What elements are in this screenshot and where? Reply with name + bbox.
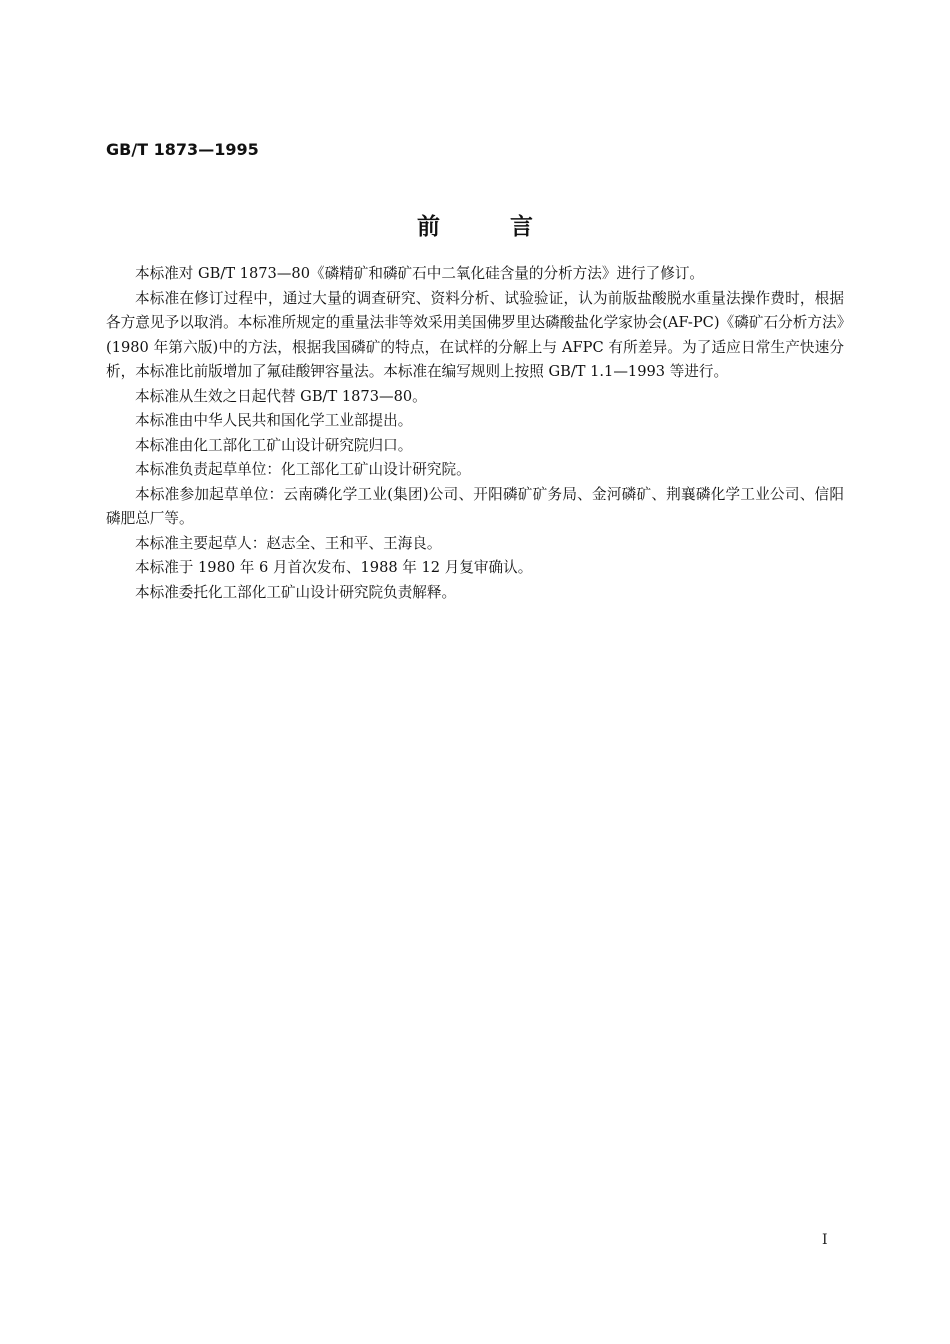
standard-code: GB/T 1873—1995 xyxy=(106,140,259,159)
paragraph-drafters: 本标准主要起草人：赵志全、王和平、王海良。 xyxy=(135,534,442,552)
paragraph-proposed-by: 本标准由中华人民共和国化学工业部提出。 xyxy=(135,412,413,429)
paragraph-centralized-by: 本标准由化工部化工矿山设计研究院归口。 xyxy=(135,436,413,454)
title-char-2: 言 xyxy=(510,214,533,240)
paragraph-interpretation: 本标准委托化工部化工矿山设计研究院负责解释。 xyxy=(135,583,457,601)
paragraph-revision: 本标准对 GB/T 1873—80《磷精矿和磷矿石中二氧化硅含量的分析方法》进行了修订。 xyxy=(135,265,705,282)
page-number: I xyxy=(822,1232,828,1248)
paragraph-revision-details: 本标准在修订过程中，通过大量的调查研究、资料分析、试验验证，认为前版盐酸脱水重量法操作费时，根据各方意见予以取消。本标准所规定的重量法非等效采用美国佛罗里达磷酸盐化学家协会(AF-PC)《磷矿石分析方法》(1980 年第六版)中的方法，根据我国磷矿的特点，在试样的分解上与 AFPC 有所差异。为了适应日常生产快速分析，本标准比前版增加了氟硅酸钾容量法。本标准在编写规则上按照 GB/T 1.1—1993 等进行。 xyxy=(106,289,844,380)
paragraph-publication-history: 本标准于 1980 年 6 月首次发布、1988 年 12 月复审确认。 xyxy=(135,559,533,576)
paragraph-drafting-unit: 本标准负责起草单位：化工部化工矿山设计研究院。 xyxy=(135,461,471,478)
foreword-body xyxy=(106,262,844,605)
page-title xyxy=(0,208,950,241)
paragraph-replacement: 本标准从生效之日起代替 GB/T 1873—80。 xyxy=(135,387,427,405)
title-char-1: 前 xyxy=(417,214,440,240)
paragraph-participating-units: 本标准参加起草单位：云南磷化学工业(集团)公司、开阳磷矿矿务局、金河磷矿、荆襄磷化学工业公司、信阳磷肥总厂等。 xyxy=(106,485,844,527)
